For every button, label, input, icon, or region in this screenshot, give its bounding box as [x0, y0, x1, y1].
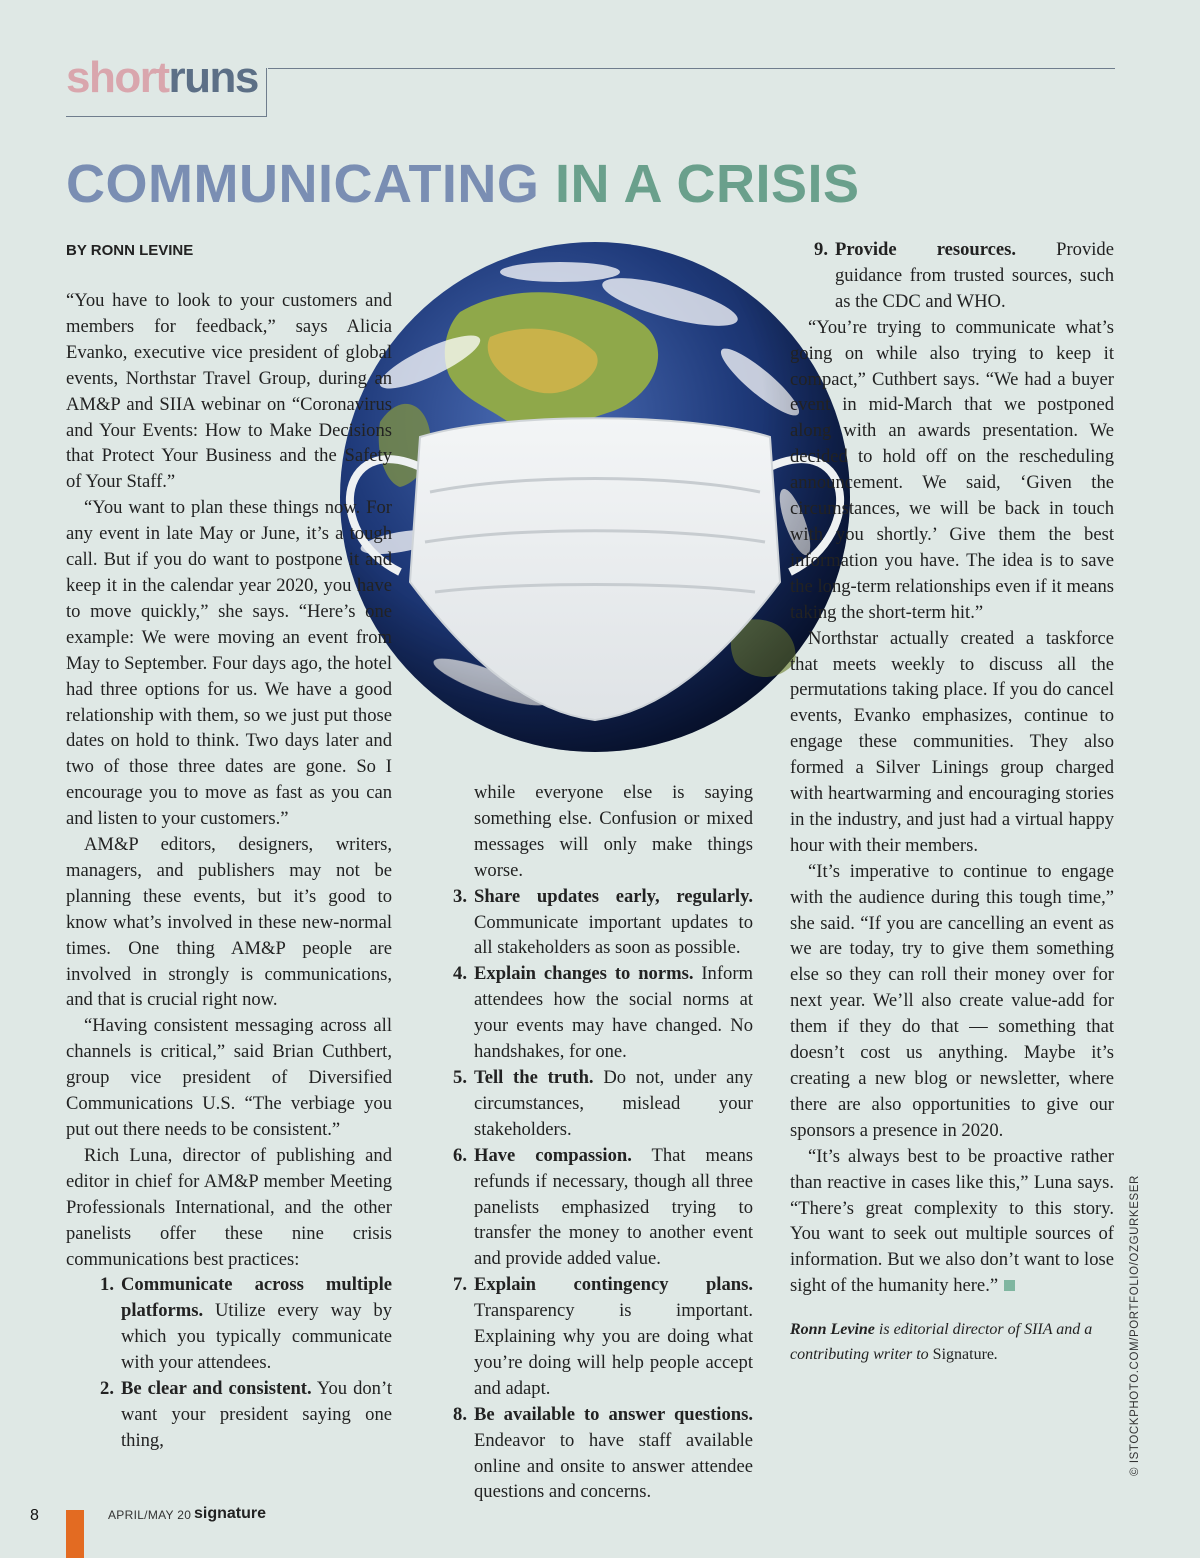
paragraph-final [790, 1144, 1114, 1299]
paragraph: Rich Luna, director of publishing and editor in chief for AM&P member Meeting Professionals International, and the other panelists offer these nine crisis communications best practices: [66, 1144, 392, 1270]
photo-credit: © ISTOCKPHOTO.COM/PORTFOLIO/OZGURKESER [1129, 1175, 1141, 1476]
paragraph: “It’s imperative to continue to engage with the audience during this tough time,” she said. “If you are cancelling an event as we are today, try to give them something else so they can roll their money over for next year. We’ll also create value-add for them if they do that — something that doesn’t cost us anything. Maybe it’s creating a new blog or newsletter, where there are also opportunities to give our sponsors a presence in 2020. [790, 860, 1114, 1141]
list-item [437, 1065, 753, 1143]
list-item [437, 884, 753, 962]
list-item-body: Endeavor to have staff available online and onsite to answer attendee questions and concerns. [474, 1429, 753, 1503]
list-item-body: Provide guidance from trusted sources, such as the CDC and WHO. [835, 239, 1114, 312]
author-bio [790, 1317, 1114, 1367]
list-item-heading: Provide resources. [835, 239, 1017, 260]
byline: BY RONN LEVINE [66, 242, 194, 259]
list-number: 1. [100, 1274, 114, 1296]
paragraph: “Having consistent messaging across all channels is critical,” said Brian Cuthbert, group vice president of Diversified Communications U.S. “The verbiage you put out there needs to be consistent.” [66, 1015, 392, 1140]
end-mark-icon [1004, 1280, 1015, 1291]
page-number: 8 [30, 1507, 39, 1524]
section-label-short: short [66, 53, 169, 102]
list-number: 8. [453, 1403, 467, 1425]
list-item-heading: Communicate across multiple platforms. [121, 1274, 392, 1322]
list-item-continued [437, 780, 753, 884]
practices-list-part-2 [437, 780, 753, 1505]
magazine-name: Signature [932, 1346, 994, 1364]
header-rule-vertical [266, 68, 267, 116]
header-rule-bottom [66, 116, 267, 117]
practices-list-part-1 [84, 1272, 392, 1453]
list-item-body: Utilize every way by which you typically communicate with your attendees. [121, 1300, 392, 1374]
list-number: 7. [453, 1274, 467, 1296]
list-item-body: That means refunds if necessary, though all three panelists emphasized trying to transfer the money to another event and provide added value. [474, 1144, 753, 1270]
globe-mask-illustration [340, 242, 850, 752]
title-part-crisis: IN A CRISIS [554, 154, 860, 214]
list-number: 6. [453, 1144, 467, 1166]
list-item-heading: Tell the truth. [474, 1066, 594, 1088]
list-item-heading: Be clear and consistent. [121, 1378, 312, 1400]
list-item [798, 237, 1114, 315]
header-rule-top [268, 68, 1115, 69]
list-item [437, 961, 753, 1065]
practices-list-part-3 [798, 237, 1114, 315]
article-column-1 [66, 288, 392, 1454]
title-part-communicating: COMMUNICATING [66, 154, 540, 214]
list-item [437, 1143, 753, 1273]
list-item-heading: Explain changes to norms. [474, 963, 694, 985]
bio-end: . [994, 1346, 998, 1364]
list-item-body: Inform attendees how the social norms at your events may have changed. No handshakes, for one. [474, 963, 753, 1063]
paragraph: AM&P editors, designers, writers, managers, and publishers may not be planning these events, but it’s good to know what’s involved in these new-normal times. One thing AM&P people are involved in strongly is communications, and that is crucial right now. [66, 834, 392, 1011]
list-item [84, 1272, 392, 1376]
paragraph: “You have to look to your customers and members for feedback,” says Alicia Evanko, executive vice president of global events, Northstar Travel Group, during an AM&P and SIIA webinar on “Coronavirus and Your Events: How to Make Decisions that Protect Your Business and the Safety of Your Staff.” [66, 290, 392, 493]
list-item-body: Do not, under any circumstances, mislead your stakeholders. [474, 1066, 753, 1140]
list-number: 9. [814, 239, 828, 260]
list-item-heading: Share updates early, regularly. [474, 885, 753, 907]
list-number: 3. [453, 885, 467, 907]
list-number: 5. [453, 1066, 467, 1088]
list-item-body: Transparency is important. Explaining why you are doing what you’re doing will help people accept and adapt. [474, 1300, 753, 1399]
paragraph-text: “It’s always best to be proactive rather than reactive in cases like this,” Luna says. “There’s great complexity to this story. You want to seek out multiple sources of information. But we also don’t want to lose sight of the humanity here.” [790, 1145, 1114, 1297]
list-item-heading: Be available to answer questions. [474, 1403, 753, 1425]
section-label-runs: runs [168, 53, 258, 102]
list-item-body: You don’t want your president saying one thing, [121, 1378, 392, 1451]
list-item [84, 1376, 392, 1454]
author-bio-text: is editorial director of SIIA and a contributing writer to [790, 1321, 1093, 1364]
footer-accent-bar [66, 1510, 84, 1558]
list-item [437, 1272, 753, 1402]
section-header [66, 52, 258, 104]
author-name: Ronn Levine [790, 1321, 875, 1339]
paragraph: “You want to plan these things now. For any event in late May or June, it’s a tough call. But if you do want to postpone it and keep it in the calendar year 2020, you have to move quickly,” she says. “Here’s one example: We were moving an event from May to September. Four days ago, the hotel had three options for us. We have a good relationship with them, so we just put those dates on hold to think. Two days later and two of those three dates are gone. So I encourage you to move as fast as you can and listen to your customers.” [66, 497, 392, 830]
list-item [437, 1402, 753, 1506]
article-column-3 [790, 237, 1114, 1367]
list-item-heading: Explain contingency plans. [474, 1274, 753, 1296]
list-item-body: while everyone else is saying something else. Confusion or mixed messages will only make things worse. [474, 782, 753, 881]
paragraph: “You’re trying to communicate what’s going on while also trying to keep it compact,” Cuthbert says. “We had a buyer event in mid-March that we postponed along with an awards presentation. We decided to hold off on the rescheduling announcement. We said, ‘Given the circumstances, we will be back in touch with you shortly.’ Give them the best information you have. The idea is to save the long-term relationships even if it means taking the short-term hit.” [790, 316, 1114, 623]
list-number: 2. [100, 1378, 114, 1400]
paragraph: Northstar actually created a taskforce that meets weekly to discuss all the permutations taking place. If you do cancel events, Evanko emphasizes, continue to engage these communities. They also formed a Silver Linings group charged with heartwarming and encouraging stories in the industry, and just had a virtual happy hour with their members. [790, 627, 1114, 856]
issue-date: APRIL/MAY 20 [108, 1508, 192, 1522]
list-item-body: Communicate important updates to all stakeholders as soon as possible. [474, 911, 753, 959]
list-item-heading: Have compassion. [474, 1144, 632, 1166]
article-column-2 [437, 780, 753, 1505]
list-number: 4. [453, 963, 467, 985]
article-title [66, 150, 859, 218]
magazine-name-footer: signature [194, 1505, 267, 1522]
